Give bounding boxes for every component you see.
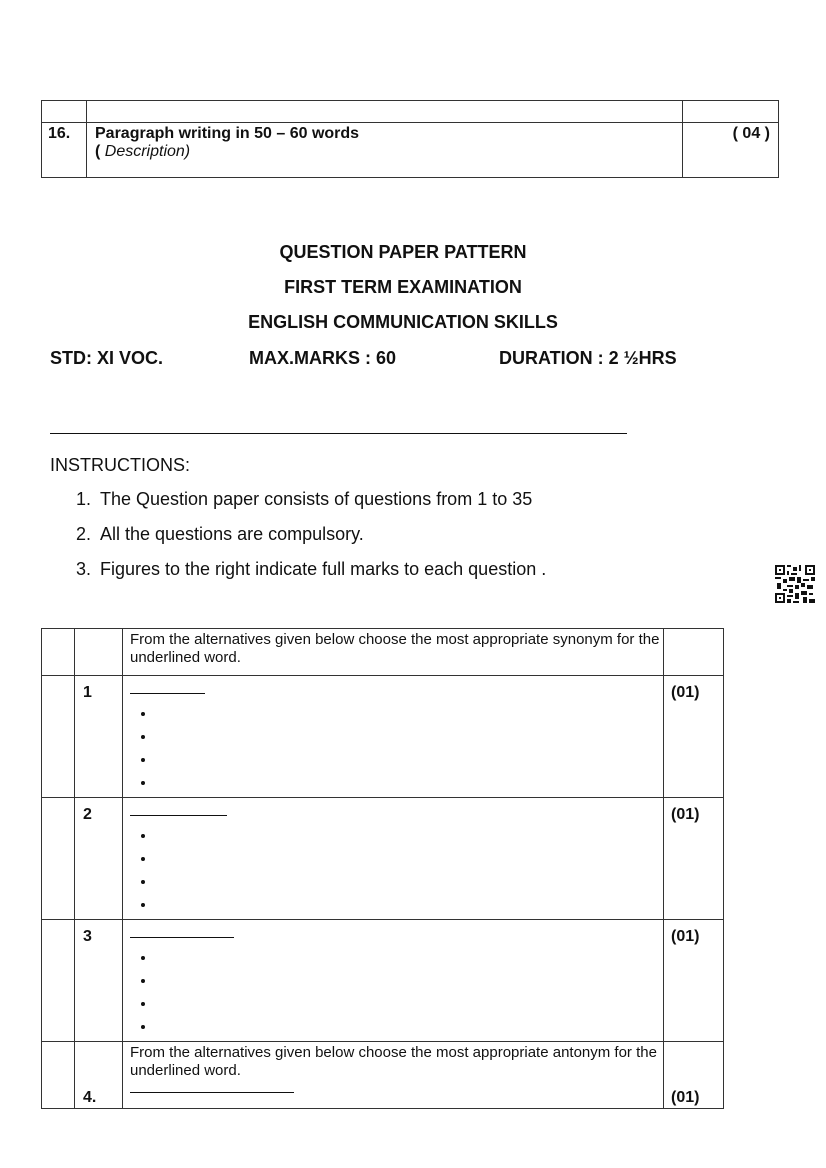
question-subtitle: ( Description) — [95, 143, 191, 160]
duration-label: DURATION : 2 ½HRS — [499, 348, 677, 368]
divider-line — [50, 433, 627, 434]
question-number: 1 — [75, 676, 123, 798]
max-marks-label: MAX.MARKS : 60 — [249, 348, 397, 368]
option-bullet[interactable] — [156, 873, 663, 896]
synonym-instruction: From the alternatives given below choose the most appropriate synonym for the underlined word. — [123, 629, 664, 676]
options-list — [130, 949, 663, 1041]
std-label: STD: XI VOC. — [50, 348, 164, 368]
option-bullet[interactable] — [156, 827, 663, 850]
previous-question-table — [41, 100, 779, 178]
option-bullet[interactable] — [156, 972, 663, 995]
option-bullet[interactable] — [156, 705, 663, 728]
antonym-instruction: From the alternatives given below choose the most appropriate antonym for the underlined word. — [130, 1044, 657, 1079]
answer-blank — [130, 1084, 294, 1093]
question-marks: (01) — [664, 920, 724, 1042]
option-bullet[interactable] — [156, 949, 663, 972]
question-marks: (01) — [664, 798, 724, 920]
instruction-item: 1. The Question paper consists of questions from 1 to 35 — [76, 489, 533, 509]
instruction-item: 3. Figures to the right indicate full marks to each question . — [76, 559, 547, 579]
instructions-title: INSTRUCTIONS: — [50, 455, 191, 475]
qr-code-icon — [775, 565, 815, 603]
table-row — [42, 798, 724, 920]
option-bullet[interactable] — [156, 774, 663, 797]
question-marks: ( 04 ) — [683, 123, 779, 178]
subject-heading: ENGLISH COMMUNICATION SKILLS — [248, 312, 558, 332]
option-bullet[interactable] — [156, 896, 663, 919]
exam-heading: FIRST TERM EXAMINATION — [284, 277, 522, 297]
table-row — [42, 676, 724, 798]
option-bullet[interactable] — [156, 728, 663, 751]
questions-table — [41, 628, 724, 1109]
question-number: 3 — [75, 920, 123, 1042]
question-title: Paragraph writing in 50 – 60 words — [95, 125, 360, 142]
table-row — [42, 920, 724, 1042]
question-number: 16. — [42, 123, 87, 178]
question-marks: (01) — [664, 1042, 724, 1109]
options-list — [130, 827, 663, 919]
instruction-item: 2. All the questions are compulsory. — [76, 524, 364, 544]
question-number: 2 — [75, 798, 123, 920]
answer-blank — [130, 802, 227, 816]
answer-blank — [130, 680, 205, 694]
paper-heading: QUESTION PAPER PATTERN — [279, 242, 527, 262]
table-row — [42, 1042, 724, 1109]
option-bullet[interactable] — [156, 751, 663, 774]
option-bullet[interactable] — [156, 995, 663, 1018]
option-bullet[interactable] — [156, 1018, 663, 1041]
answer-blank — [130, 924, 234, 938]
option-bullet[interactable] — [156, 850, 663, 873]
question-marks: (01) — [664, 676, 724, 798]
question-number: 4. — [75, 1042, 123, 1109]
options-list — [130, 705, 663, 797]
